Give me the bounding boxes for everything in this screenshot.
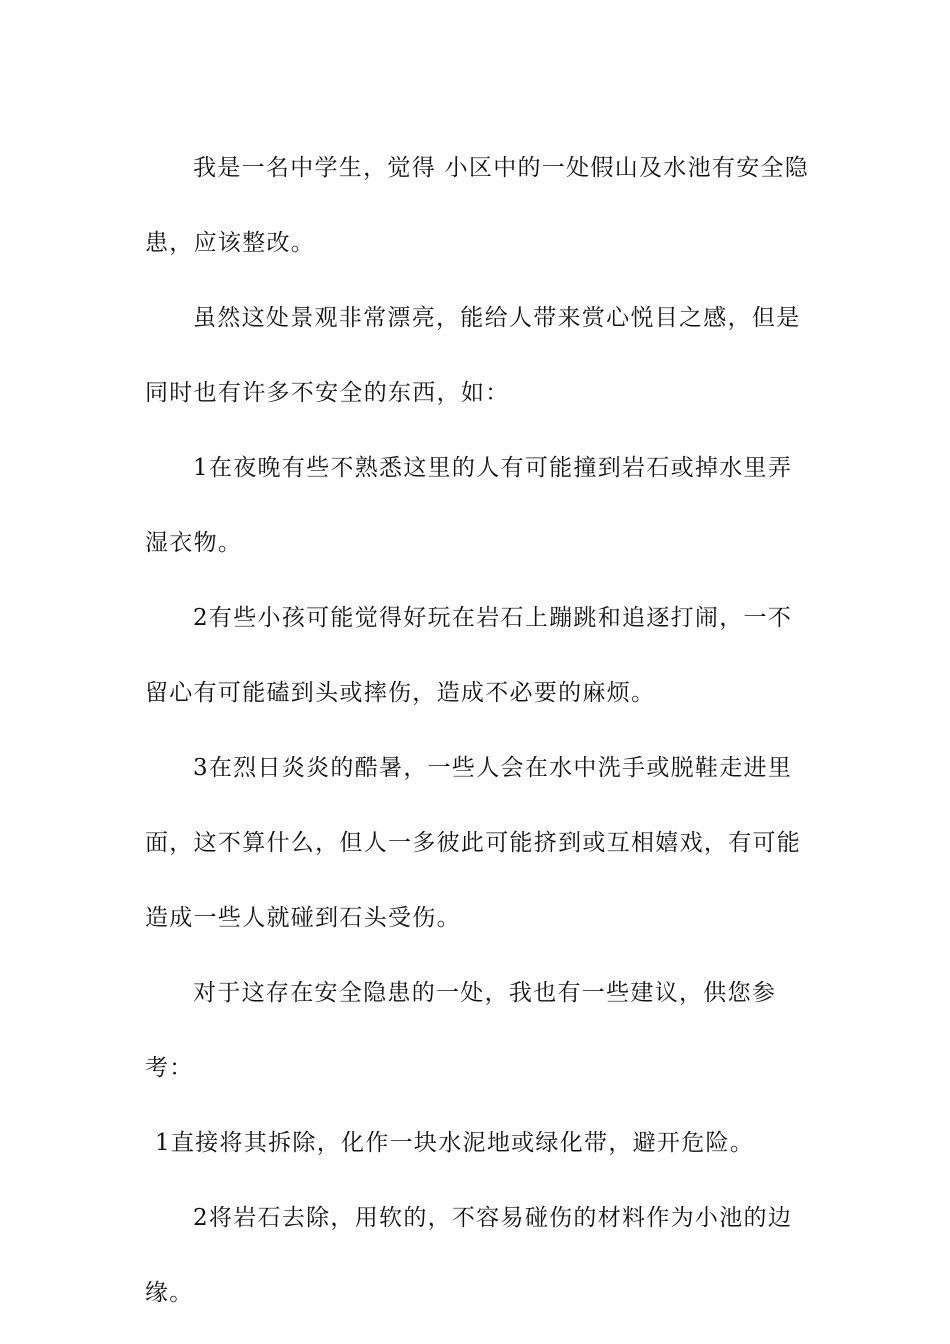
paragraph-hazard-2: 2有些小孩可能觉得好玩在岩石上蹦跳和追逐打闹，一不留心有可能磕到头或摔伤，造成不必要的麻烦。	[145, 605, 793, 706]
paragraph-suggestion-2: 2将岩石去除，用软的，不容易碰伤的材料作为小池的边缘。	[145, 1205, 793, 1306]
paragraph-suggestion-1: 1直接将其拆除，化作一块水泥地或绿化带，避开危险。	[155, 1130, 755, 1156]
paragraph-suggestion-intro: 对于这存在安全隐患的一处，我也有一些建议，供您参考：	[145, 980, 777, 1081]
document-body	[145, 131, 810, 1331]
paragraph-scenery: 虽然这处景观非常漂亮，能给人带来赏心悦目之感，但是同时也有许多不安全的东西，如：	[145, 305, 801, 406]
paragraph-hazard-3: 3在烈日炎炎的酷暑，一些人会在水中洗手或脱鞋走进里面，这不算什么，但人一多彼此可能挤到或互相嬉戏，有可能造成一些人就碰到石头受伤。	[145, 755, 802, 931]
paragraph-hazard-1: 1在夜晚有些不熟悉这里的人有可能撞到岩石或掉水里弄湿衣物。	[145, 455, 793, 556]
paragraph-intro: 我是一名中学生，觉得 小区中的一处假山及水池有安全隐患，应该整改。	[145, 155, 810, 256]
